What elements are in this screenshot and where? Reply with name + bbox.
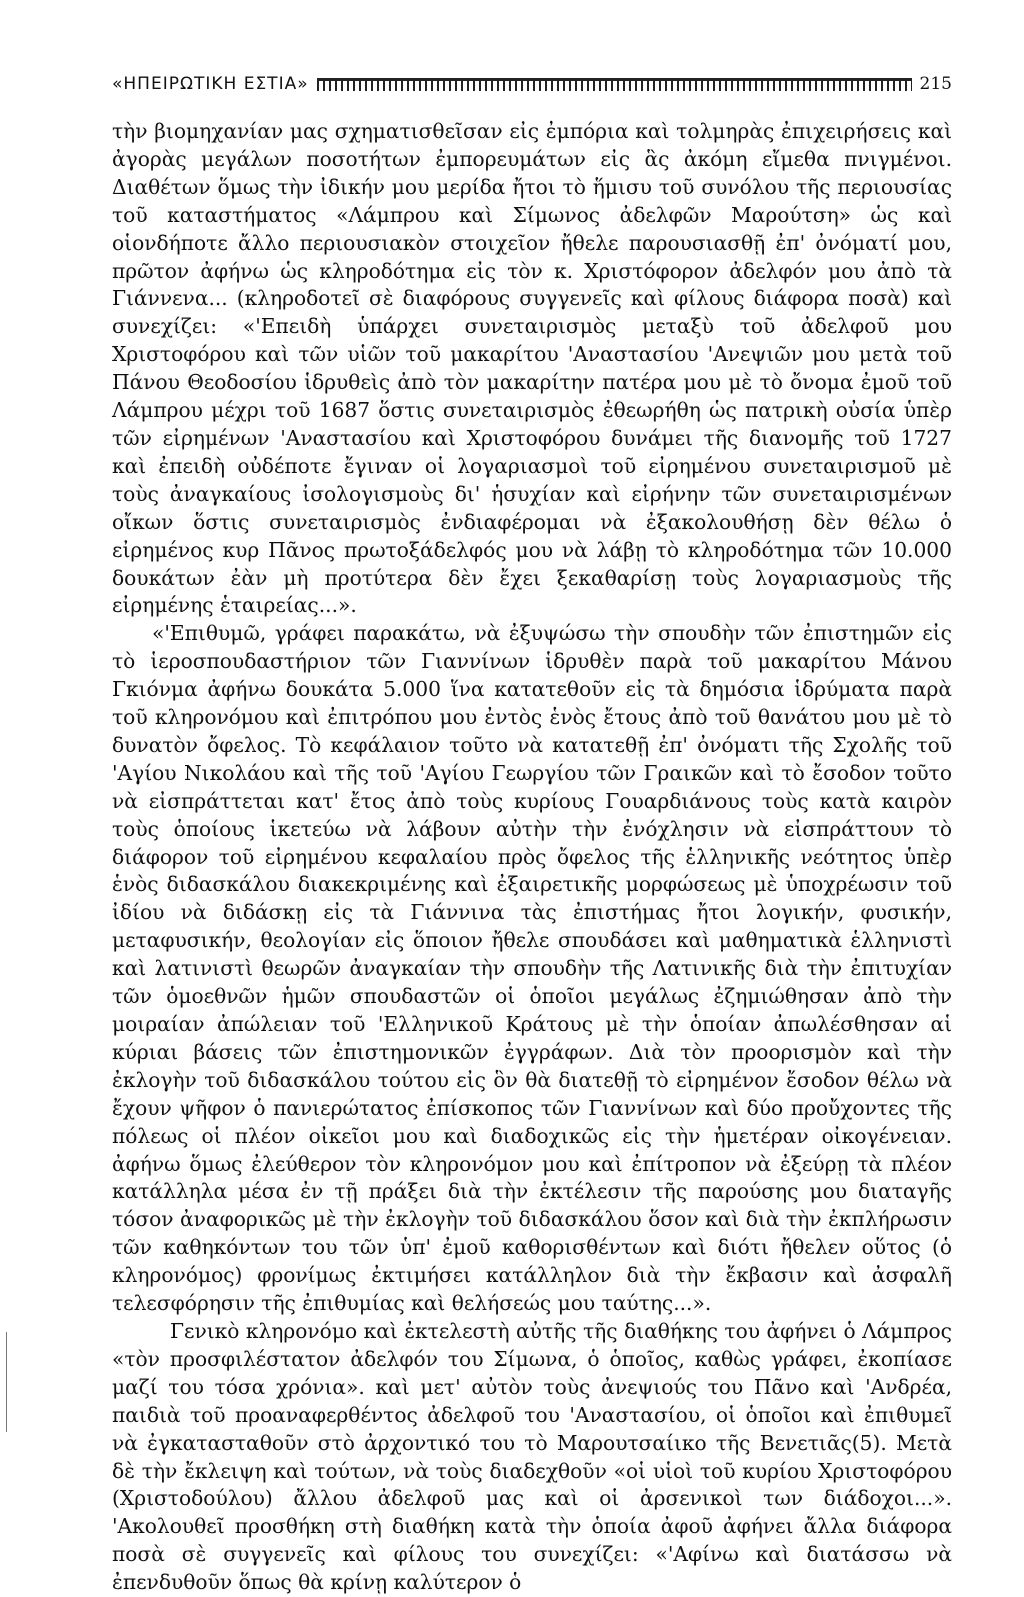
header-ornament-rule xyxy=(317,78,912,91)
paragraph-2: «'Επιθυμῶ, γράφει παρακάτω, νὰ ἐξυψώσω τὴν σπουδὴν τῶν ἐπιστημῶν εἰς τὸ ἱεροσπουδαστήριον τῶν Γιαννίνων ἱδρυθὲν παρὰ τοῦ μακαρίτου Μάνου Γκιόνμα ἀφήνω δουκάτα 5.000 ἵνα κατατεθοῦν εἰς τὰ δημόσια ἱδρύματα παρὰ τοῦ κληρονόμου καὶ ἐπιτρόπου μου ἐντὸς ἑνὸς ἔτους ἀπὸ τοῦ θανάτου μου μὲ τὸ δυνατὸν ὄφελος. Τὸ κεφάλαιον τοῦτο νὰ κατατεθῇ ἐπ' ὀνόματι τῆς Σχολῆς τοῦ 'Αγίου Νικολάου καὶ τῆς τοῦ 'Αγίου Γεωργίου τῶν Γραικῶν καὶ τὸ ἔσοδον τοῦτο νὰ εἰσπράττεται κατ' ἔτος ἀπὸ τοὺς κυρίους Γουαρδιάνους τοὺς κατὰ καιρὸν τοὺς ὁποίους ἱκετεύω νὰ λάβουν αὐτὴν τὴν ἐνόχλησιν νὰ εἰσπράττουν τὸ διάφορον τοῦ εἰρημένου κεφαλαίου πρὸς ὄφελος τῆς ἑλληνικῆς νεότητος ὑπὲρ ἑνὸς διδασκάλου διακεκριμένης καὶ ἐξαιρετικῆς μορφώσεως μὲ ὑποχρέωσιν τοῦ ἰδίου νὰ διδάσκῃ εἰς τὰ Γιάννινα τὰς ἐπιστήμας ἤτοι λογικήν, φυσικήν, μεταφυσικήν, θεολογίαν εἰς ὅποιον ἤθελε σπουδάσει καὶ μαθηματικὰ ἑλληνιστὶ καὶ λατινιστὶ θεωρῶν ἀναγκαίαν τὴν σπουδὴν τῆς Λατινικῆς διὰ τὴν ἐπιτυχίαν τῶν ὁμοεθνῶν ἡμῶν σπουδαστῶν οἱ ὁποῖοι μεγάλως ἐζημιώθησαν ἀπὸ τὴν μοιραίαν ἀπώλειαν τοῦ 'Ελληνικοῦ Κράτους μὲ τὴν ὁποίαν ἀπωλέσθησαν αἱ κύριαι βάσεις τῶν ἐπιστημονικῶν ἐγγράφων. Διὰ τὸν προορισμὸν καὶ τὴν ἐκλογὴν τοῦ διδασκάλου τούτου εἰς ὃν θὰ διατεθῇ τὸ εἰρημένον ἔσοδον θέλω νὰ ἔχουν ψῆφον ὁ πανιερώτατος ἐπίσκοπος τῶν Γιαννίνων καὶ δύο προὔχοντες τῆς πόλεως οἱ πλέον οἰκεῖοι μου καὶ διαδοχικῶς εἰς τὴν ἡμετέραν οἰκογένειαν. ἀφήνω ὅμως ἐλεύθερον τὸν κληρονόμον μου καὶ ἐπίτροπον νὰ ἐξεύρῃ τὰ πλέον κατάλληλα μέσα ἐν τῇ πράξει διὰ τὴν ἐκτέλεσιν τῆς παρούσης μου διαταγῆς τόσον ἀναφορικῶς μὲ τὴν ἐκλογὴν τοῦ διδασκάλου ὅσον καὶ διὰ τὴν ἐκπλήρωσιν τῶν καθηκόντων του τῶν ὑπ' ἐμοῦ καθορισθέντων καὶ διότι ἤθελεν οὕτος (ὁ κληρονόμος) φρονίμως ἐκτιμήσει κατάλληλον διὰ τὴν ἔκβασιν καὶ ἀσφαλῆ τελεσφόρησιν τῆς ἐπιθυμίας καὶ θελήσεώς μου ταύτης...». xyxy=(112,621,952,1316)
journal-title: «ΗΠΕΙΡΩΤΙΚΗ ΕΣΤΙΑ» xyxy=(112,74,309,94)
body-text xyxy=(112,118,952,1597)
paragraph-3: Γενικὸ κληρονόμο καὶ ἐκτελεστὴ αὐτῆς τῆς διαθήκης του ἀφήνει ὁ Λάμπρος «τὸν προσφιλέστατον ἀδελφόν του Σίμωνα, ὁ ὁποῖος, καθὼς γράφει, ἐκοπίασε μαζί του τόσα χρόνια». καὶ μετ' αὐτὸν τοὺς ἀνεψιούς του Πᾶνο καὶ 'Ανδρέα, παιδιὰ τοῦ προαναφερθέντος ἀδελφοῦ του 'Αναστασίου, οἱ ὁποῖοι καὶ ἐπιθυμεῖ νὰ ἐγκατασταθοῦν στὸ ἀρχοντικό του τὸ Μαρουτσαίικο τῆς Βενετιᾶς(5). Μετὰ δὲ τὴν ἔκλειψη καὶ τούτων, νὰ τοὺς διαδεχθοῦν «οἱ υἱοὶ τοῦ κυρίου Χριστοφόρου (Χριστοδούλου) ἄλλου ἀδελφοῦ μας καὶ οἱ ἀρσενικοὶ των διάδοχοι...». 'Ακολουθεῖ προσθήκη στὴ διαθήκη κατὰ τὴν ὁποία ἀφοῦ ἀφήνει ἄλλα διάφορα ποσὰ σὲ συγγενεῖς καὶ φίλους του συνεχίζει: «'Αφίνω καὶ διατάσσω νὰ ἐπενδυθοῦν ὅπως θὰ κρίνῃ καλύτερον ὁ xyxy=(112,1318,952,1595)
scan-margin-mark xyxy=(6,1332,29,1432)
paragraph-1: τὴν βιομηχανίαν μας σχηματισθεῖσαν εἰς ἐμπόρια καὶ τολμηρὰς ἐπιχειρήσεις καὶ ἀγορὰς μεγάλων ποσοτήτων ἐμπορευμάτων εἰς ἃς ἀκόμη εἴμεθα πνιγμένοι. Διαθέτων ὅμως τὴν ἰδικήν μου μερίδα ἤτοι τὸ ἥμισυ τοῦ συνόλου τῆς περιουσίας τοῦ καταστήματος «Λάμπρου καὶ Σίμωνος ἀδελφῶν Μαρούτση» ὡς καὶ οἱονδήποτε ἄλλο περιουσιακὸν στοιχεῖον ἤθελε παρουσιασθῇ ἐπ' ὀνόματί μου, πρῶτον ἀφήνω ὡς κληροδότημα εἰς τὸν κ. Χριστόφορον ἀδελφόν μου ἀπὸ τὰ Γιάννενα... (κληροδοτεῖ σὲ διαφόρους συγγενεῖς καὶ φίλους διάφορα ποσὰ) καὶ συνεχίζει: «'Επειδὴ ὑπάρχει συνεταιρισμὸς μεταξὺ τοῦ ἀδελφοῦ μου Χριστοφόρου καὶ τῶν υἱῶν τοῦ μακαρίτου 'Αναστασίου 'Ανεψιῶν μου μετὰ τοῦ Πάνου Θεοδοσίου ἱδρυθεὶς ἀπὸ τὸν μακαρίτην πατέρα μου μὲ τὸ ὄνομα ἐμοῦ τοῦ Λάμπρου μέχρι τοῦ 1687 ὅστις συνεταιρισμὸς ἐθεωρήθη ὡς πατρικὴ οὐσία ὑπὲρ τῶν εἰρημένων 'Αναστασίου καὶ Χριστοφόρου δυνάμει τῆς διανομῆς τοῦ 1727 καὶ ἐπειδὴ οὐδέποτε ἔγιναν οἱ λογαριασμοὶ τοῦ εἰρημένου συνεταιρισμοῦ μὲ τοὺς ἀναγκαίους ἰσολογισμοὺς δι' ἡσυχίαν καὶ εἰρήνην τῶν συνεταιρισμένων οἴκων ὅστις συνεταιρισμὸς ἐνδιαφέρομαι νὰ ἐξακολουθήσῃ δὲν θέλω ὁ εἰρημένος κυρ Πᾶνος πρωτοξάδελφός μου νὰ λάβῃ τὸ κληροδότημα τῶν 10.000 δουκάτων ἐὰν μὴ προτύτερα δὲν ἔχει ξεκαθαρίσῃ τοὺς λογαριασμοὺς τῆς εἰρημένης ἑταιρείας...». xyxy=(112,119,952,618)
page-number: 215 xyxy=(919,74,952,94)
running-header xyxy=(112,66,952,102)
document-page xyxy=(112,66,952,1597)
